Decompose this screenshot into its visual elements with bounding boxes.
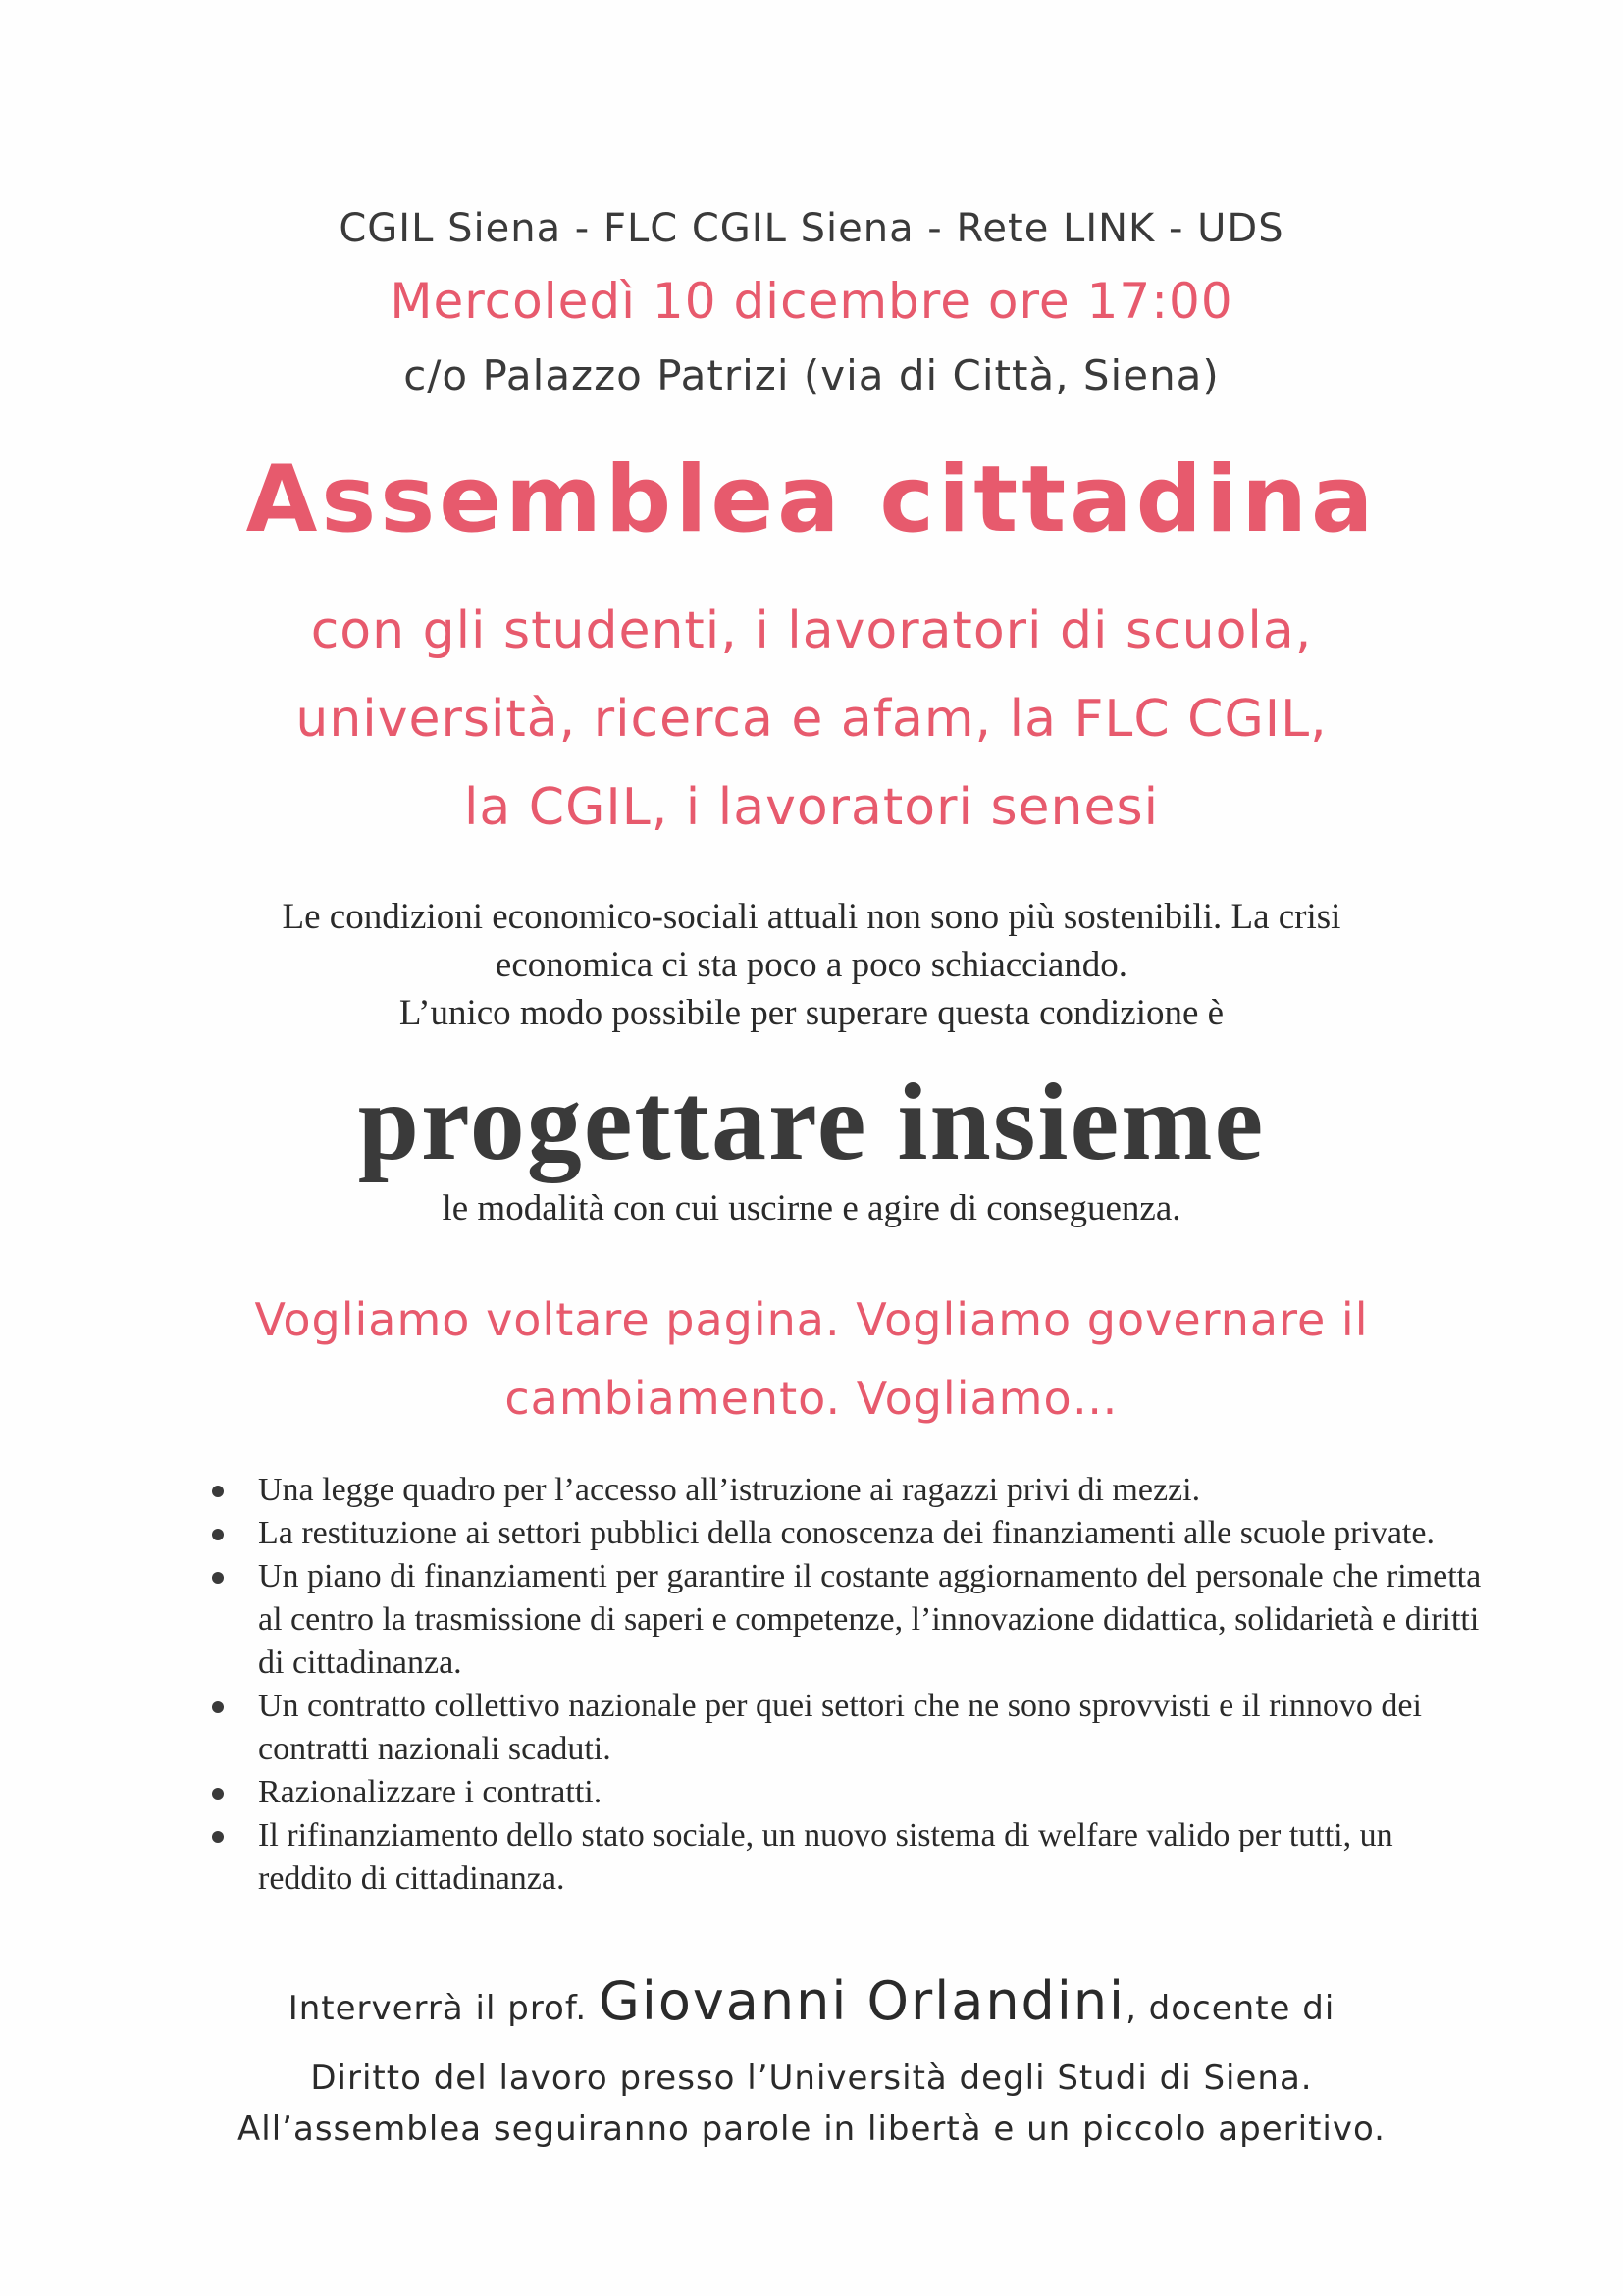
organizers-line: CGIL Siena - FLC CGIL Siena - Rete LINK - UDS <box>339 206 1284 251</box>
speaker-suffix: , docente di <box>1126 1989 1335 2028</box>
subtitle-line: università, ricerca e afam, la FLC CGIL, <box>295 690 1328 749</box>
bullet-icon <box>212 1486 224 1497</box>
list-item <box>206 1469 1482 1512</box>
list-item <box>206 1771 1482 1814</box>
speaker-prefix: Interverrà il prof. <box>288 1989 588 2028</box>
subtitle-line: con gli studenti, i lavoratori di scuola, <box>310 601 1313 660</box>
event-venue: c/o Palazzo Patrizi (via di Città, Siena) <box>403 351 1220 399</box>
demands-list <box>206 1469 1482 1901</box>
list-item <box>206 1685 1482 1771</box>
page-title: Assemblea cittadina <box>245 446 1378 553</box>
demand-text: Razionalizzare i contratti. <box>258 1774 602 1810</box>
demand-text: Un piano di finanziamenti per garantire il costante aggiornamento del personale che rimetta al centro la trasmissione di saperi e competenze, l’innovazione didattica, solidarietà e diritti di cittadinanza. <box>258 1558 1482 1681</box>
slogan-line: cambiamento. Vogliamo… <box>504 1372 1119 1425</box>
headline-subtext: le modalità con cui uscirne e agire di conseguenza. <box>442 1188 1181 1228</box>
list-item <box>206 1512 1482 1555</box>
list-item <box>206 1555 1482 1685</box>
subtitle-line: la CGIL, i lavoratori senesi <box>463 778 1160 837</box>
intro-line: Le condizioni economico-sociali attuali non sono più sostenibili. La crisi <box>282 897 1341 937</box>
demand-text: Il rifinanziamento dello stato sociale, un nuovo sistema di welfare valido per tutti, un reddito di cittadinanza. <box>258 1817 1393 1897</box>
slogan-line: Vogliamo voltare pagina. Vogliamo governare il <box>254 1293 1369 1346</box>
speaker-role-line: Diritto del lavoro presso l’Università degli Studi di Siena. <box>310 2059 1313 2098</box>
bullet-icon <box>212 1831 224 1843</box>
speaker-line <box>0 1970 1623 2032</box>
list-item <box>206 1814 1482 1901</box>
bullet-icon <box>212 1529 224 1540</box>
aperitivo-line: All’assemblea seguiranno parole in libertà e un piccolo aperitivo. <box>237 2110 1386 2149</box>
intro-line: L’unico modo possibile per superare questa condizione è <box>398 993 1225 1033</box>
bullet-icon <box>212 1572 224 1584</box>
event-datetime: Mercoledì 10 dicembre ore 17:00 <box>390 273 1233 330</box>
intro-line: economica ci sta poco a poco schiacciando. <box>495 945 1128 985</box>
headline: progettare insieme <box>357 1062 1266 1183</box>
bullet-icon <box>212 1701 224 1713</box>
bullet-icon <box>212 1788 224 1800</box>
speaker-name: Giovanni Orlandini <box>598 1970 1126 2032</box>
demand-text: La restituzione ai settori pubblici della conoscenza dei finanziamenti alle scuole private. <box>258 1515 1435 1551</box>
demand-text: Una legge quadro per l’accesso all’istruzione ai ragazzi privi di mezzi. <box>258 1472 1201 1508</box>
demand-text: Un contratto collettivo nazionale per quei settori che ne sono sprovvisti e il rinnovo dei contratti nazionali scaduti. <box>258 1688 1422 1767</box>
